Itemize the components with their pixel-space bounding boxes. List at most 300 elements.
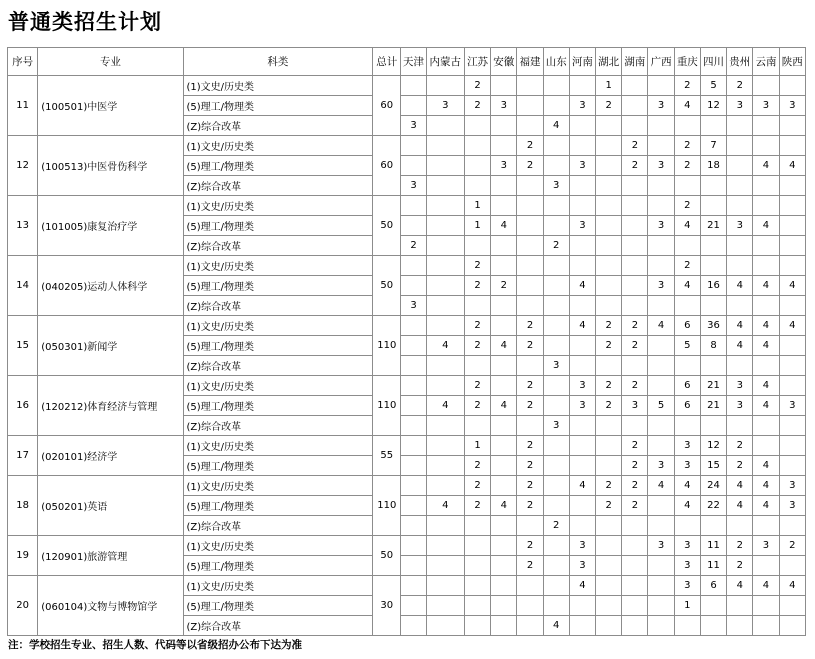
subject-cell: (1)文史/历史类 — [183, 196, 373, 216]
subject-cell: (1)文史/历史类 — [183, 436, 373, 456]
province-quota-cell — [543, 296, 569, 316]
province-quota-cell — [426, 596, 464, 616]
province-quota-cell — [464, 416, 490, 436]
province-quota-cell — [700, 116, 726, 136]
province-quota-cell: 4 — [753, 476, 779, 496]
subject-cell: (1)文史/历史类 — [183, 76, 373, 96]
province-quota-cell — [491, 76, 517, 96]
major-name-cell: (100501)中医学 — [38, 76, 183, 136]
total-cell: 55 — [373, 436, 401, 476]
province-quota-cell — [779, 556, 805, 576]
province-quota-cell — [727, 256, 753, 276]
province-quota-cell — [517, 196, 543, 216]
province-quota-cell: 5 — [648, 396, 674, 416]
province-quota-cell: 4 — [491, 336, 517, 356]
province-quota-cell: 2 — [596, 336, 622, 356]
province-quota-cell — [596, 296, 622, 316]
province-quota-cell — [543, 496, 569, 516]
subject-cell: (5)理工/物理类 — [183, 276, 373, 296]
province-quota-cell: 2 — [727, 556, 753, 576]
province-quota-cell — [569, 196, 595, 216]
province-quota-cell — [700, 596, 726, 616]
province-quota-cell — [622, 116, 648, 136]
province-quota-cell: 2 — [622, 456, 648, 476]
province-quota-cell: 4 — [753, 496, 779, 516]
province-quota-cell — [426, 276, 464, 296]
province-quota-cell — [426, 136, 464, 156]
province-quota-cell — [674, 616, 700, 636]
province-quota-cell — [426, 456, 464, 476]
province-quota-cell — [596, 516, 622, 536]
major-name-cell: (120901)旅游管理 — [38, 536, 183, 576]
province-quota-cell: 4 — [569, 316, 595, 336]
column-header: 贵州 — [727, 48, 753, 76]
province-quota-cell — [401, 536, 426, 556]
total-cell: 60 — [373, 136, 401, 196]
province-quota-cell: 4 — [426, 396, 464, 416]
province-quota-cell: 3 — [569, 156, 595, 176]
province-quota-cell: 2 — [517, 456, 543, 476]
province-quota-cell — [401, 416, 426, 436]
province-quota-cell — [401, 76, 426, 96]
province-quota-cell — [622, 356, 648, 376]
column-header: 序号 — [8, 48, 38, 76]
province-quota-cell — [648, 336, 674, 356]
province-quota-cell: 3 — [779, 476, 805, 496]
province-quota-cell — [491, 476, 517, 496]
province-quota-cell — [491, 196, 517, 216]
province-quota-cell — [596, 136, 622, 156]
major-number-cell: 12 — [8, 136, 38, 196]
province-quota-cell — [464, 136, 490, 156]
province-quota-cell — [622, 556, 648, 576]
province-quota-cell — [569, 596, 595, 616]
subject-cell: (Z)综合改革 — [183, 616, 373, 636]
province-quota-cell: 4 — [491, 216, 517, 236]
province-quota-cell — [517, 296, 543, 316]
province-quota-cell — [700, 296, 726, 316]
province-quota-cell: 2 — [464, 456, 490, 476]
province-quota-cell — [491, 536, 517, 556]
province-quota-cell: 2 — [401, 236, 426, 256]
province-quota-cell: 3 — [569, 396, 595, 416]
province-quota-cell — [464, 596, 490, 616]
province-quota-cell — [648, 576, 674, 596]
province-quota-cell: 3 — [543, 356, 569, 376]
province-quota-cell: 5 — [700, 76, 726, 96]
province-quota-cell — [569, 116, 595, 136]
province-quota-cell — [569, 136, 595, 156]
province-quota-cell — [648, 256, 674, 276]
province-quota-cell — [779, 196, 805, 216]
province-quota-cell: 5 — [674, 336, 700, 356]
province-quota-cell — [648, 556, 674, 576]
province-quota-cell — [426, 76, 464, 96]
province-quota-cell — [517, 616, 543, 636]
province-quota-cell — [753, 616, 779, 636]
province-quota-cell — [648, 596, 674, 616]
province-quota-cell: 4 — [753, 456, 779, 476]
subject-cell: (1)文史/历史类 — [183, 576, 373, 596]
province-quota-cell — [543, 596, 569, 616]
major-name-cell: (050201)英语 — [38, 476, 183, 536]
province-quota-cell: 4 — [648, 476, 674, 496]
province-quota-cell — [779, 136, 805, 156]
province-quota-cell: 3 — [727, 376, 753, 396]
total-cell: 50 — [373, 256, 401, 316]
province-quota-cell — [648, 236, 674, 256]
province-quota-cell — [779, 436, 805, 456]
subject-cell: (5)理工/物理类 — [183, 556, 373, 576]
province-quota-cell — [622, 416, 648, 436]
province-quota-cell: 15 — [700, 456, 726, 476]
province-quota-cell — [622, 536, 648, 556]
province-quota-cell — [491, 316, 517, 336]
province-quota-cell — [517, 76, 543, 96]
province-quota-cell: 3 — [648, 156, 674, 176]
column-header: 重庆 — [674, 48, 700, 76]
province-quota-cell — [401, 556, 426, 576]
province-quota-cell — [569, 516, 595, 536]
province-quota-cell: 2 — [517, 396, 543, 416]
province-quota-cell: 4 — [727, 316, 753, 336]
province-quota-cell: 11 — [700, 536, 726, 556]
subject-cell: (5)理工/物理类 — [183, 456, 373, 476]
province-quota-cell — [569, 416, 595, 436]
province-quota-cell — [569, 296, 595, 316]
major-number-cell: 14 — [8, 256, 38, 316]
province-quota-cell: 4 — [753, 276, 779, 296]
major-name-cell: (101005)康复治疗学 — [38, 196, 183, 256]
province-quota-cell — [596, 236, 622, 256]
province-quota-cell — [543, 216, 569, 236]
province-quota-cell: 3 — [543, 176, 569, 196]
province-quota-cell — [622, 296, 648, 316]
province-quota-cell: 2 — [464, 256, 490, 276]
province-quota-cell — [700, 236, 726, 256]
column-header: 专业 — [38, 48, 183, 76]
province-quota-cell: 24 — [700, 476, 726, 496]
province-quota-cell — [779, 416, 805, 436]
province-quota-cell — [401, 356, 426, 376]
province-quota-cell — [753, 556, 779, 576]
column-header: 科类 — [183, 48, 373, 76]
province-quota-cell — [569, 456, 595, 476]
province-quota-cell — [674, 236, 700, 256]
province-quota-cell — [401, 456, 426, 476]
province-quota-cell — [543, 436, 569, 456]
province-quota-cell: 2 — [622, 436, 648, 456]
subject-cell: (Z)综合改革 — [183, 356, 373, 376]
subject-cell: (1)文史/历史类 — [183, 316, 373, 336]
province-quota-cell — [401, 576, 426, 596]
province-quota-cell: 3 — [401, 176, 426, 196]
province-quota-cell: 3 — [674, 556, 700, 576]
province-quota-cell: 2 — [517, 556, 543, 576]
province-quota-cell: 2 — [674, 136, 700, 156]
province-quota-cell — [543, 136, 569, 156]
province-quota-cell — [648, 136, 674, 156]
subject-cell: (5)理工/物理类 — [183, 396, 373, 416]
subject-cell: (1)文史/历史类 — [183, 256, 373, 276]
enrollment-plan-table-wrapper — [7, 47, 806, 636]
province-quota-cell: 4 — [779, 156, 805, 176]
province-quota-cell: 6 — [700, 576, 726, 596]
table-row — [8, 376, 806, 396]
page-title: 普通类招生计划 — [8, 9, 162, 34]
province-quota-cell: 1 — [464, 436, 490, 456]
province-quota-cell — [543, 336, 569, 356]
province-quota-cell: 16 — [700, 276, 726, 296]
total-cell: 110 — [373, 316, 401, 376]
column-header: 湖北 — [596, 48, 622, 76]
province-quota-cell — [426, 376, 464, 396]
province-quota-cell — [401, 156, 426, 176]
province-quota-cell — [401, 256, 426, 276]
province-quota-cell — [648, 116, 674, 136]
province-quota-cell: 3 — [648, 96, 674, 116]
province-quota-cell: 4 — [491, 496, 517, 516]
province-quota-cell: 4 — [491, 396, 517, 416]
column-header: 四川 — [700, 48, 726, 76]
province-quota-cell — [674, 296, 700, 316]
province-quota-cell — [543, 576, 569, 596]
province-quota-cell: 3 — [753, 536, 779, 556]
province-quota-cell — [569, 176, 595, 196]
province-quota-cell: 4 — [727, 576, 753, 596]
province-quota-cell: 3 — [674, 576, 700, 596]
province-quota-cell — [401, 96, 426, 116]
province-quota-cell — [727, 156, 753, 176]
province-quota-cell: 2 — [517, 476, 543, 496]
province-quota-cell — [401, 496, 426, 516]
province-quota-cell — [648, 516, 674, 536]
province-quota-cell: 6 — [674, 316, 700, 336]
province-quota-cell — [596, 616, 622, 636]
province-quota-cell — [648, 76, 674, 96]
subject-cell: (Z)综合改革 — [183, 176, 373, 196]
province-quota-cell: 3 — [491, 96, 517, 116]
province-quota-cell — [401, 436, 426, 456]
province-quota-cell: 4 — [753, 396, 779, 416]
province-quota-cell — [426, 576, 464, 596]
province-quota-cell — [464, 116, 490, 136]
subject-cell: (1)文史/历史类 — [183, 536, 373, 556]
subject-cell: (5)理工/物理类 — [183, 336, 373, 356]
province-quota-cell — [779, 376, 805, 396]
province-quota-cell: 4 — [779, 276, 805, 296]
province-quota-cell — [464, 516, 490, 536]
subject-cell: (5)理工/物理类 — [183, 596, 373, 616]
province-quota-cell — [426, 436, 464, 456]
province-quota-cell — [543, 156, 569, 176]
province-quota-cell — [491, 416, 517, 436]
province-quota-cell — [426, 316, 464, 336]
province-quota-cell — [753, 76, 779, 96]
province-quota-cell — [596, 116, 622, 136]
province-quota-cell — [491, 296, 517, 316]
province-quota-cell — [674, 416, 700, 436]
province-quota-cell: 2 — [596, 316, 622, 336]
province-quota-cell — [674, 116, 700, 136]
province-quota-cell — [622, 96, 648, 116]
province-quota-cell: 4 — [543, 116, 569, 136]
province-quota-cell: 4 — [674, 96, 700, 116]
province-quota-cell — [543, 196, 569, 216]
province-quota-cell: 22 — [700, 496, 726, 516]
province-quota-cell — [779, 456, 805, 476]
province-quota-cell — [753, 196, 779, 216]
province-quota-cell: 11 — [700, 556, 726, 576]
province-quota-cell — [674, 356, 700, 376]
province-quota-cell: 2 — [674, 76, 700, 96]
footnote: 注：学校招生专业、招生人数、代码等以省级招办公布下达为准 — [8, 639, 302, 651]
column-header: 云南 — [753, 48, 779, 76]
province-quota-cell — [569, 496, 595, 516]
province-quota-cell — [596, 256, 622, 276]
province-quota-cell — [401, 616, 426, 636]
table-row — [8, 536, 806, 556]
province-quota-cell — [569, 236, 595, 256]
province-quota-cell — [779, 216, 805, 236]
province-quota-cell: 3 — [727, 216, 753, 236]
column-header: 广西 — [648, 48, 674, 76]
province-quota-cell: 2 — [622, 336, 648, 356]
province-quota-cell — [596, 176, 622, 196]
province-quota-cell: 2 — [622, 136, 648, 156]
table-row — [8, 576, 806, 596]
province-quota-cell — [596, 216, 622, 236]
province-quota-cell: 4 — [753, 216, 779, 236]
province-quota-cell — [543, 396, 569, 416]
province-quota-cell — [464, 556, 490, 576]
province-quota-cell: 4 — [674, 496, 700, 516]
province-quota-cell: 4 — [569, 476, 595, 496]
province-quota-cell — [596, 436, 622, 456]
column-header: 内蒙古 — [426, 48, 464, 76]
province-quota-cell — [401, 396, 426, 416]
province-quota-cell: 2 — [727, 436, 753, 456]
subject-cell: (Z)综合改革 — [183, 516, 373, 536]
province-quota-cell — [426, 176, 464, 196]
province-quota-cell: 3 — [674, 436, 700, 456]
province-quota-cell — [727, 516, 753, 536]
column-header: 安徽 — [491, 48, 517, 76]
province-quota-cell — [543, 316, 569, 336]
province-quota-cell — [779, 256, 805, 276]
province-quota-cell: 2 — [517, 336, 543, 356]
province-quota-cell — [779, 336, 805, 356]
province-quota-cell — [596, 536, 622, 556]
province-quota-cell: 3 — [648, 216, 674, 236]
province-quota-cell — [700, 616, 726, 636]
province-quota-cell — [401, 316, 426, 336]
province-quota-cell — [753, 256, 779, 276]
province-quota-cell: 3 — [779, 96, 805, 116]
column-header: 天津 — [401, 48, 426, 76]
province-quota-cell: 4 — [753, 576, 779, 596]
province-quota-cell: 2 — [464, 496, 490, 516]
province-quota-cell: 4 — [753, 316, 779, 336]
province-quota-cell — [700, 356, 726, 376]
province-quota-cell — [426, 356, 464, 376]
province-quota-cell: 2 — [464, 316, 490, 336]
province-quota-cell: 2 — [596, 476, 622, 496]
province-quota-cell: 21 — [700, 216, 726, 236]
province-quota-cell: 2 — [517, 316, 543, 336]
province-quota-cell — [491, 236, 517, 256]
province-quota-cell — [622, 596, 648, 616]
province-quota-cell: 4 — [569, 276, 595, 296]
province-quota-cell — [426, 416, 464, 436]
subject-cell: (Z)综合改革 — [183, 116, 373, 136]
province-quota-cell — [426, 256, 464, 276]
province-quota-cell — [648, 356, 674, 376]
province-quota-cell — [569, 76, 595, 96]
province-quota-cell: 12 — [700, 96, 726, 116]
province-quota-cell — [569, 616, 595, 636]
province-quota-cell — [753, 136, 779, 156]
column-header: 山东 — [543, 48, 569, 76]
province-quota-cell — [517, 516, 543, 536]
province-quota-cell — [648, 416, 674, 436]
province-quota-cell — [517, 216, 543, 236]
province-quota-cell: 2 — [596, 376, 622, 396]
province-quota-cell: 4 — [674, 276, 700, 296]
province-quota-cell — [426, 216, 464, 236]
province-quota-cell — [491, 576, 517, 596]
province-quota-cell — [491, 596, 517, 616]
province-quota-cell: 2 — [464, 276, 490, 296]
province-quota-cell: 2 — [622, 316, 648, 336]
subject-cell: (5)理工/物理类 — [183, 96, 373, 116]
province-quota-cell — [464, 616, 490, 636]
province-quota-cell — [401, 376, 426, 396]
province-quota-cell: 2 — [464, 476, 490, 496]
total-cell: 50 — [373, 536, 401, 576]
province-quota-cell: 2 — [517, 536, 543, 556]
province-quota-cell — [401, 476, 426, 496]
enrollment-plan-table — [7, 47, 806, 636]
province-quota-cell: 2 — [727, 76, 753, 96]
major-name-cell: (050301)新闻学 — [38, 316, 183, 376]
province-quota-cell — [596, 356, 622, 376]
subject-cell: (Z)综合改革 — [183, 236, 373, 256]
province-quota-cell — [491, 616, 517, 636]
province-quota-cell: 2 — [596, 396, 622, 416]
major-number-cell: 18 — [8, 476, 38, 536]
province-quota-cell: 1 — [464, 196, 490, 216]
total-cell: 110 — [373, 476, 401, 536]
province-quota-cell — [596, 416, 622, 436]
province-quota-cell: 3 — [727, 396, 753, 416]
province-quota-cell — [779, 116, 805, 136]
province-quota-cell: 2 — [464, 96, 490, 116]
province-quota-cell — [517, 356, 543, 376]
province-quota-cell: 2 — [517, 436, 543, 456]
province-quota-cell: 3 — [569, 96, 595, 116]
province-quota-cell: 4 — [779, 316, 805, 336]
province-quota-cell — [727, 416, 753, 436]
province-quota-cell — [753, 596, 779, 616]
province-quota-cell — [753, 416, 779, 436]
province-quota-cell: 21 — [700, 396, 726, 416]
province-quota-cell — [464, 536, 490, 556]
province-quota-cell — [401, 336, 426, 356]
province-quota-cell — [700, 416, 726, 436]
province-quota-cell — [401, 516, 426, 536]
province-quota-cell: 2 — [543, 516, 569, 536]
